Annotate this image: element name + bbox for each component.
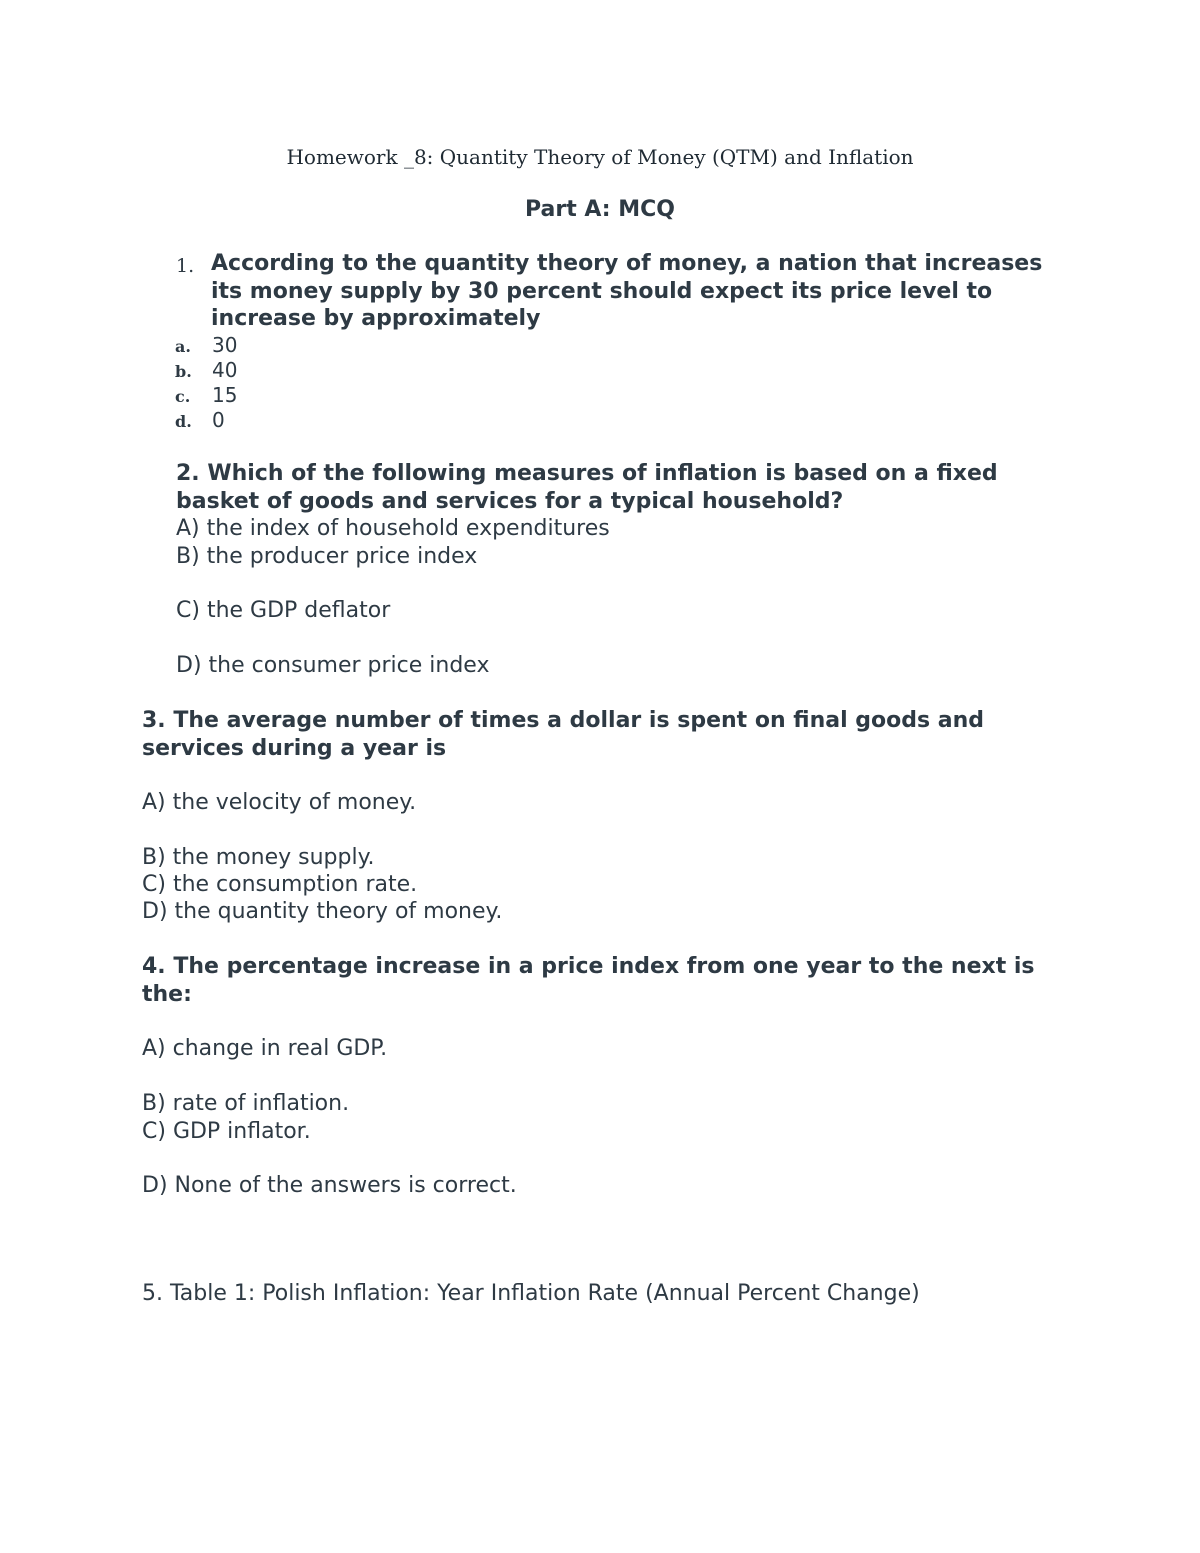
question-2-text: 2. Which of the following measures of inflation is based on a fixed basket of goods and services for a typical household? bbox=[176, 461, 998, 514]
question-5-text: 5. Table 1: Polish Inflation: Year Inflation Rate (Annual Percent Change) bbox=[142, 1281, 920, 1306]
part-heading: Part A: MCQ bbox=[524, 197, 676, 222]
question-3-option-a: A) the velocity of money. bbox=[142, 790, 417, 815]
question-3-option-b: B) the money supply. bbox=[142, 845, 375, 870]
question-4-option-b: B) rate of inflation. bbox=[142, 1091, 350, 1116]
option-value: 40 bbox=[212, 358, 238, 382]
option-letter: d. bbox=[175, 412, 192, 431]
document-title: Homework _8: Quantity Theory of Money (QTM) and Inflation bbox=[286, 145, 914, 169]
question-2-option-b: B) the producer price index bbox=[176, 544, 478, 569]
question-4-option-a: A) change in real GDP. bbox=[142, 1036, 388, 1061]
question-3-text: 3. The average number of times a dollar is spent on final goods and services during a year is bbox=[142, 708, 985, 761]
option-letter: b. bbox=[175, 362, 192, 381]
question-2-option-a: A) the index of household expenditures bbox=[176, 516, 610, 541]
question-2-option-d: D) the consumer price index bbox=[176, 653, 490, 678]
question-1-text: According to the quantity theory of money, a nation that increases its money supply by 30 percent should expect its price level to increase by approximately bbox=[211, 251, 1043, 331]
option-letter: a. bbox=[175, 337, 191, 356]
option-value: 0 bbox=[212, 408, 225, 432]
question-1-number: 1. bbox=[176, 255, 195, 277]
option-value: 15 bbox=[212, 383, 238, 407]
question-2-option-c: C) the GDP deflator bbox=[176, 598, 391, 623]
question-4-text: 4. The percentage increase in a price index from one year to the next is the: bbox=[142, 954, 1035, 1007]
question-3-option-c: C) the consumption rate. bbox=[142, 872, 418, 897]
question-4-option-d: D) None of the answers is correct. bbox=[142, 1173, 517, 1198]
question-3-option-d: D) the quantity theory of money. bbox=[142, 899, 503, 924]
option-value: 30 bbox=[212, 333, 238, 357]
question-4-option-c: C) GDP inflator. bbox=[142, 1119, 311, 1144]
option-letter: c. bbox=[175, 387, 191, 406]
